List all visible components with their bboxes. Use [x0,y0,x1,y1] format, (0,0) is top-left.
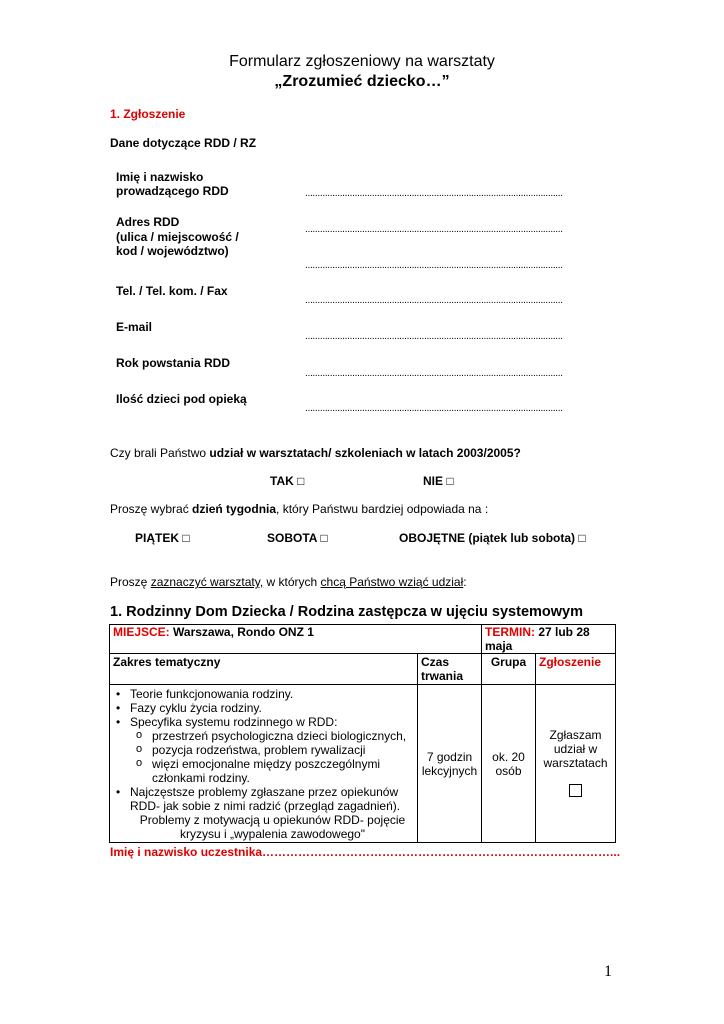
day-question: Proszę wybrać dzień tygodnia, który Państwu bardziej odpowiada na : [110,502,489,516]
signup-checkbox[interactable] [540,784,611,800]
phone-field[interactable]: ........................................................................................................ [305,295,563,306]
workshop-instruction: Proszę zaznaczyć warsztaty, w których chcą Państwo wziąć udział: [110,575,467,589]
address-label-line2: (ulica / miejscowość / [116,230,239,244]
children-field[interactable]: ........................................................................................................ [305,403,563,414]
topics-list [112,687,415,841]
friday-checkbox[interactable]: PIĄTEK □ [135,531,190,545]
checkbox-square-icon[interactable] [569,784,582,797]
phone-label: Tel. / Tel. kom. / Fax [116,284,228,298]
year-field[interactable]: ........................................................................................................ [305,368,563,379]
address-label-line1: Adres RDD [116,215,180,229]
saturday-checkbox[interactable]: SOBOTA □ [267,531,328,545]
col-header-time: Czas trwania [418,654,482,685]
list-item: o pozycja rodzeństwa, problem rywalizacji [112,743,415,757]
address-label-line3: kod / województwo) [116,244,229,258]
year-label: Rok powstania RDD [116,356,231,370]
workshop-heading: 1. Rodzinny Dom Dziecka / Rodzina zastępcza w ujęciu systemowym [110,604,583,620]
email-label: E-mail [116,320,153,334]
section-heading: 1. Zgłoszenie [110,107,186,121]
participation-question: Czy brali Państwo udział w warsztatach/ szkoleniach w latach 2003/2005? [110,446,521,460]
list-item: • Fazy cyklu życia rodziny. [112,701,415,715]
email-field[interactable]: ........................................................................................................ [305,331,563,342]
name-field[interactable]: ........................................................................................................ [305,188,563,199]
no-checkbox[interactable]: NIE □ [423,474,454,488]
col-header-signup: Zgłoszenie [536,654,616,685]
group-cell: ok. 20 osób [482,685,536,843]
list-item: • Teorie funkcjonowania rodziny. [112,687,415,701]
yes-checkbox[interactable]: TAK □ [270,474,305,488]
form-subtitle: „Zrozumieć dziecko…” [274,73,450,90]
name-label-line2: prowadzącego RDD [116,184,229,198]
list-item: o więzi emocjonalne między poszczególnymi członkami rodziny. [112,757,415,785]
name-label-line1: Imię i nazwisko [116,170,204,184]
col-header-group: Grupa [482,654,536,685]
address-field-2[interactable]: ........................................................................................................ [305,260,563,271]
form-title: Formularz zgłoszeniowy na warsztaty [229,53,495,70]
signup-text: Zgłaszam udział w warsztatach [543,727,608,770]
list-item: o przestrzeń psychologiczna dzieci biologicznych, [112,729,415,743]
list-item: Problemy z motywacją u opiekunów RDD- pojęcie kryzysu i „wypalenia zawodowego" [139,813,406,841]
section-subheading: Dane dotyczące RDD / RZ [110,136,257,150]
col-header-topics: Zakres tematyczny [110,654,418,685]
duration-cell: 7 godzin lekcyjnych [418,685,482,843]
signup-cell [536,685,616,843]
participant-name-field[interactable]: Imię i nazwisko uczestnika……………………………………………………………………………... [110,845,621,859]
address-field-1[interactable]: ........................................................................................................ [305,224,563,235]
page-number: 1 [604,963,612,980]
list-item: • Najczęstsze problemy zgłaszane przez opiekunów RDD- jak sobie z nimi radzić (przegląd zagadnień). [112,785,415,813]
place-cell: MIEJSCE: Warszawa, Rondo ONZ 1 [110,625,482,654]
list-item: • Specyfika systemu rodzinnego w RDD: [112,715,415,729]
children-label: Ilość dzieci pod opieką [116,392,247,406]
topics-cell [110,685,418,843]
term-cell: TERMIN: 27 lub 28 maja [482,625,616,654]
either-day-checkbox[interactable]: OBOJĘTNE (piątek lub sobota) □ [399,531,586,545]
workshop-table [109,624,616,843]
